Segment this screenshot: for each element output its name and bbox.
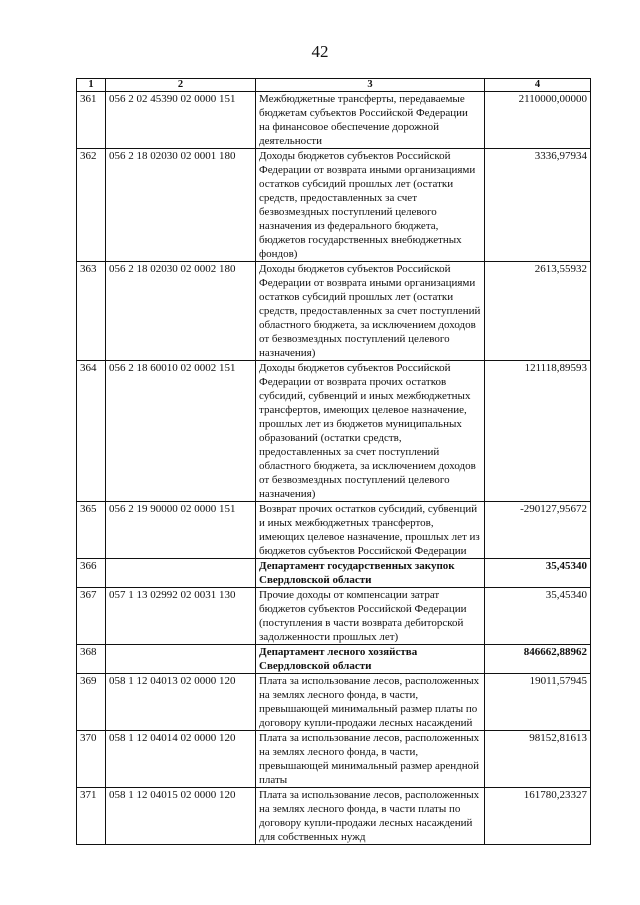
row-description: Межбюджетные трансферты, передаваемые бюджетам субъектов Российской Федерации на финансовое обеспечение дорожной деятельности — [256, 92, 485, 149]
row-amount: 3336,97934 — [485, 149, 591, 262]
header-col-3: 3 — [256, 79, 485, 92]
row-number: 371 — [77, 788, 106, 845]
table-section-row — [77, 645, 591, 674]
row-amount: 2110000,00000 — [485, 92, 591, 149]
row-description: Плата за использование лесов, расположенных на землях лесного фонда, в части, превышающей минимальный размер арендной платы — [256, 731, 485, 788]
row-number: 366 — [77, 559, 106, 588]
row-code: 058 1 12 04014 02 0000 120 — [106, 731, 256, 788]
row-description: Плата за использование лесов, расположенных на землях лесного фонда, в части платы по договору купли-продажи лесных насаждений для собственных нужд — [256, 788, 485, 845]
header-col-1: 1 — [77, 79, 106, 92]
row-amount: 19011,57945 — [485, 674, 591, 731]
header-col-2: 2 — [106, 79, 256, 92]
row-description: Департамент государственных закупок Свердловской области — [256, 559, 485, 588]
table-row — [77, 588, 591, 645]
row-code: 056 2 18 02030 02 0001 180 — [106, 149, 256, 262]
row-description: Доходы бюджетов субъектов Российской Федерации от возврата иными организациями остатков субсидий прошлых лет (остатки средств, предоставленных за счет поступлений областного бюджета, за исключением доходов от безвозмездных поступлений целевого назначения) — [256, 262, 485, 361]
row-amount: -290127,95672 — [485, 502, 591, 559]
row-number: 363 — [77, 262, 106, 361]
row-amount: 846662,88962 — [485, 645, 591, 674]
row-amount: 35,45340 — [485, 588, 591, 645]
table-header-row — [77, 79, 591, 92]
row-code — [106, 645, 256, 674]
row-amount: 2613,55932 — [485, 262, 591, 361]
row-amount: 35,45340 — [485, 559, 591, 588]
row-code: 057 1 13 02992 02 0031 130 — [106, 588, 256, 645]
row-description: Плата за использование лесов, расположенных на землях лесного фонда, в части, превышающей минимальный размер платы по договору купли-продажи лесных насаждений — [256, 674, 485, 731]
row-number: 364 — [77, 361, 106, 502]
table-row — [77, 674, 591, 731]
row-amount: 98152,81613 — [485, 731, 591, 788]
row-number: 367 — [77, 588, 106, 645]
table-row — [77, 149, 591, 262]
budget-table — [76, 78, 591, 845]
row-code: 058 1 12 04015 02 0000 120 — [106, 788, 256, 845]
table-row — [77, 731, 591, 788]
row-description: Возврат прочих остатков субсидий, субвенций и иных межбюджетных трансфертов, имеющих целевое назначение, прошлых лет из бюджетов субъектов Российской Федерации — [256, 502, 485, 559]
row-number: 370 — [77, 731, 106, 788]
table-row — [77, 361, 591, 502]
row-description: Прочие доходы от компенсации затрат бюджетов субъектов Российской Федерации (поступления в части возврата дебиторской задолженности прошлых лет) — [256, 588, 485, 645]
table-row — [77, 502, 591, 559]
row-amount: 121118,89593 — [485, 361, 591, 502]
table-row — [77, 92, 591, 149]
row-code: 056 2 02 45390 02 0000 151 — [106, 92, 256, 149]
row-description: Департамент лесного хозяйства Свердловской области — [256, 645, 485, 674]
row-number: 362 — [77, 149, 106, 262]
page-number: 42 — [311, 42, 329, 61]
row-code: 056 2 19 90000 02 0000 151 — [106, 502, 256, 559]
table-row — [77, 262, 591, 361]
table-section-row — [77, 559, 591, 588]
row-amount: 161780,23327 — [485, 788, 591, 845]
row-description: Доходы бюджетов субъектов Российской Федерации от возврата иными организациями остатков субсидий прошлых лет (остатки средств, предоставленных за счет безвозмездных поступлений целевого назначения из федерального бюджета, бюджетов государственных внебюджетных фондов) — [256, 149, 485, 262]
row-code: 056 2 18 60010 02 0002 151 — [106, 361, 256, 502]
row-number: 365 — [77, 502, 106, 559]
table-row — [77, 788, 591, 845]
row-number: 368 — [77, 645, 106, 674]
row-code — [106, 559, 256, 588]
row-number: 369 — [77, 674, 106, 731]
row-code: 056 2 18 02030 02 0002 180 — [106, 262, 256, 361]
header-col-4: 4 — [485, 79, 591, 92]
row-code: 058 1 12 04013 02 0000 120 — [106, 674, 256, 731]
row-description: Доходы бюджетов субъектов Российской Федерации от возврата прочих остатков субсидий, субвенций и иных межбюджетных трансфертов, имеющих целевое назначение, прошлых лет из бюджетов муниципальных образований (остатки средств, предоставленных за счет поступлений областного бюджета, за исключением доходов от безвозмездных поступлений целевого назначения) — [256, 361, 485, 502]
row-number: 361 — [77, 92, 106, 149]
